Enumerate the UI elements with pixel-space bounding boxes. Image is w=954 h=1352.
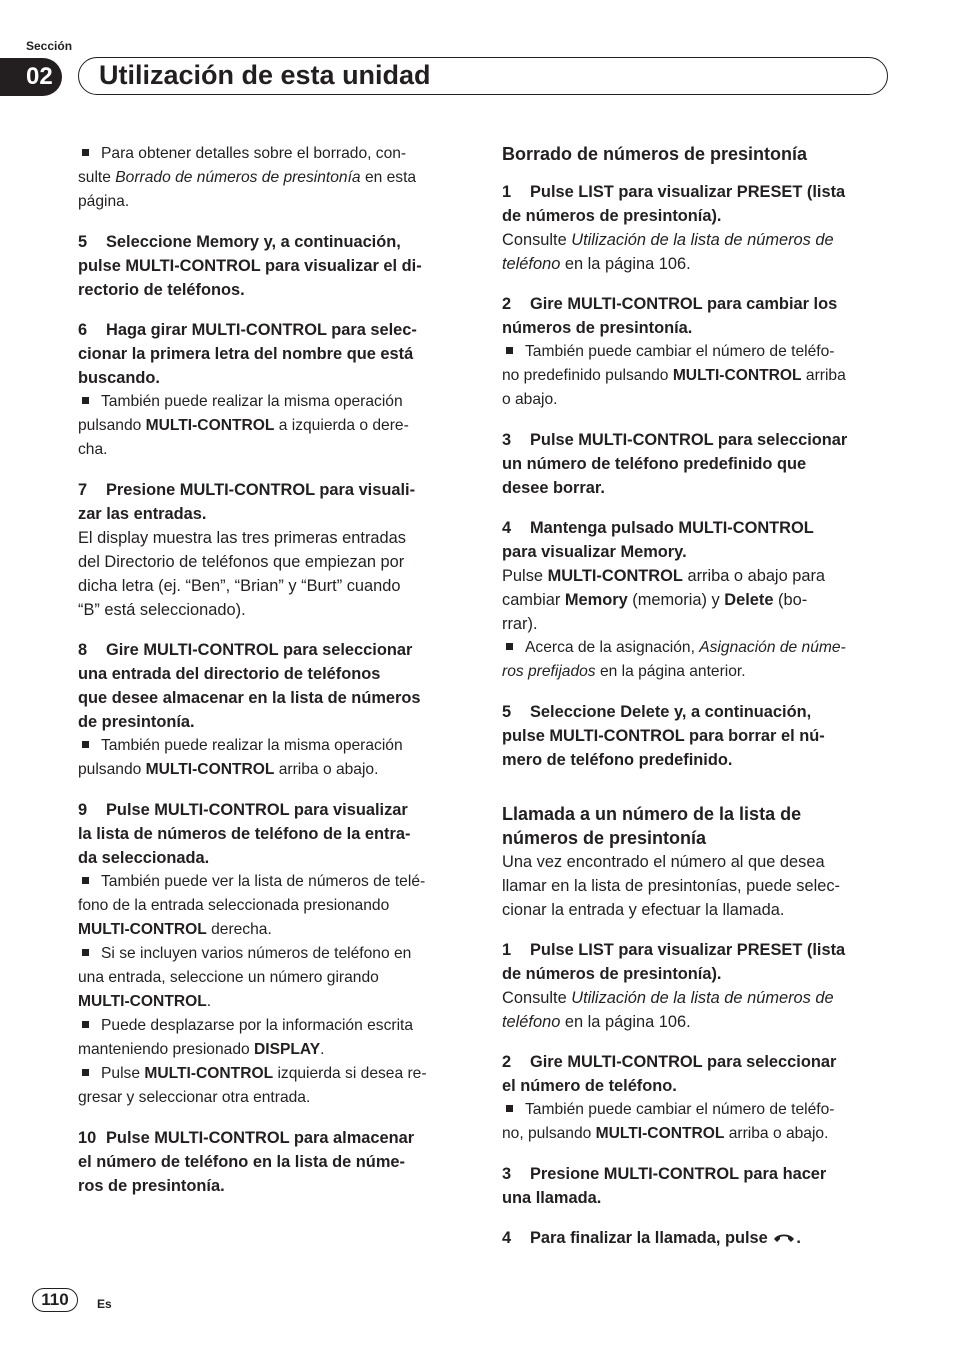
step-10: 10 Pulse MULTI-CONTROL para almacenar el número de teléfono en la lista de núme- ros de presintonía.: [78, 1129, 415, 1195]
note: Si se incluyen varios números de teléfono en una entrada, seleccione un número girando MULTI-CONTROL.: [78, 945, 412, 1010]
step-1: 1 Pulse LIST para visualizar PRESET (lista de números de presintonía).: [502, 183, 846, 225]
paragraph: El display muestra las tres primeras entradas del Directorio de teléfonos que empiezan por dicha letra (ej. “Ben”, “Brian” y “Burt” cuando “B” está seleccionado).: [78, 529, 406, 619]
step-1: 1 Pulse LIST para visualizar PRESET (lista de números de presintonía).: [502, 941, 846, 983]
right-column: [502, 142, 890, 1250]
note: Acerca de la asignación, Asignación de núme- ros prefijados en la página anterior.: [502, 639, 846, 680]
note: También puede cambiar el número de teléfo- no predefinido pulsando MULTI-CONTROL arriba o abajo.: [502, 343, 846, 408]
note: Pulse MULTI-CONTROL izquierda si desea re- gresar y seleccionar otra entrada.: [78, 1065, 427, 1106]
note: Para obtener detalles sobre el borrado, con- sulte Borrado de números de presintonía en esta página.: [78, 145, 417, 210]
step-2: 2 Gire MULTI-CONTROL para cambiar los números de presintonía.: [502, 295, 838, 337]
note: Puede desplazarse por la información escrita manteniendo presionado DISPLAY.: [78, 1017, 414, 1058]
page-number: 110: [32, 1288, 78, 1312]
page-title: Utilización de esta unidad: [99, 60, 431, 90]
step-5: 5 Seleccione Delete y, a continuación, pulse MULTI-CONTROL para borrar el nú- mero de teléfono predefinido.: [502, 703, 825, 769]
left-column: [78, 142, 466, 1198]
section-label: Sección: [26, 39, 73, 53]
step-3: 3 Presione MULTI-CONTROL para hacer una llamada.: [502, 1165, 827, 1207]
step-2: 2 Gire MULTI-CONTROL para seleccionar el número de teléfono.: [502, 1053, 837, 1095]
step-8: 8 Gire MULTI-CONTROL para seleccionar una entrada del directorio de teléfonos que desee almacenar en la lista de números de presintonía.: [78, 641, 421, 731]
section-number-badge: 02: [0, 58, 62, 96]
language-code: Es: [97, 1297, 112, 1311]
note: También puede ver la lista de números de telé- fono de la entrada seleccionada presionando MULTI-CONTROL derecha.: [78, 873, 426, 938]
title-bar: [78, 57, 888, 95]
note: También puede cambiar el número de teléfo- no, pulsando MULTI-CONTROL arriba o abajo.: [502, 1101, 835, 1142]
step-4: 4 Para finalizar la llamada, pulse .: [502, 1229, 801, 1247]
step-9: 9 Pulse MULTI-CONTROL para visualizar la lista de números de teléfono de la entra- da seleccionada.: [78, 801, 411, 867]
paragraph: Consulte Utilización de la lista de números de teléfono en la página 106.: [502, 231, 834, 273]
step-4: 4 Mantenga pulsado MULTI-CONTROL para visualizar Memory.: [502, 519, 814, 561]
section-heading: Llamada a un número de la lista de números de presintonía: [502, 804, 802, 848]
note: También puede realizar la misma operación pulsando MULTI-CONTROL arriba o abajo.: [78, 737, 403, 778]
section-heading: Borrado de números de presintonía: [502, 144, 808, 164]
phone-hangup-icon: [772, 1232, 796, 1246]
step-3: 3 Pulse MULTI-CONTROL para seleccionar un número de teléfono predefinido que desee borrar.: [502, 431, 848, 497]
step-6: 6 Haga girar MULTI-CONTROL para selec- cionar la primera letra del nombre que está buscando.: [78, 321, 417, 387]
paragraph: Consulte Utilización de la lista de números de teléfono en la página 106.: [502, 989, 834, 1031]
step-7: 7 Presione MULTI-CONTROL para visuali- zar las entradas.: [78, 481, 416, 523]
paragraph: Una vez encontrado el número al que desea llamar en la lista de presintonías, puede selec- cionar la entrada y efectuar la llamada.: [502, 853, 841, 919]
note: También puede realizar la misma operación pulsando MULTI-CONTROL a izquierda o dere- cha.: [78, 393, 409, 458]
step-5: 5 Seleccione Memory y, a continuación, pulse MULTI-CONTROL para visualizar el di- rectorio de teléfonos.: [78, 233, 422, 299]
paragraph: Pulse MULTI-CONTROL arriba o abajo para cambiar Memory (memoria) y Delete (bo- rrar).: [502, 567, 826, 633]
